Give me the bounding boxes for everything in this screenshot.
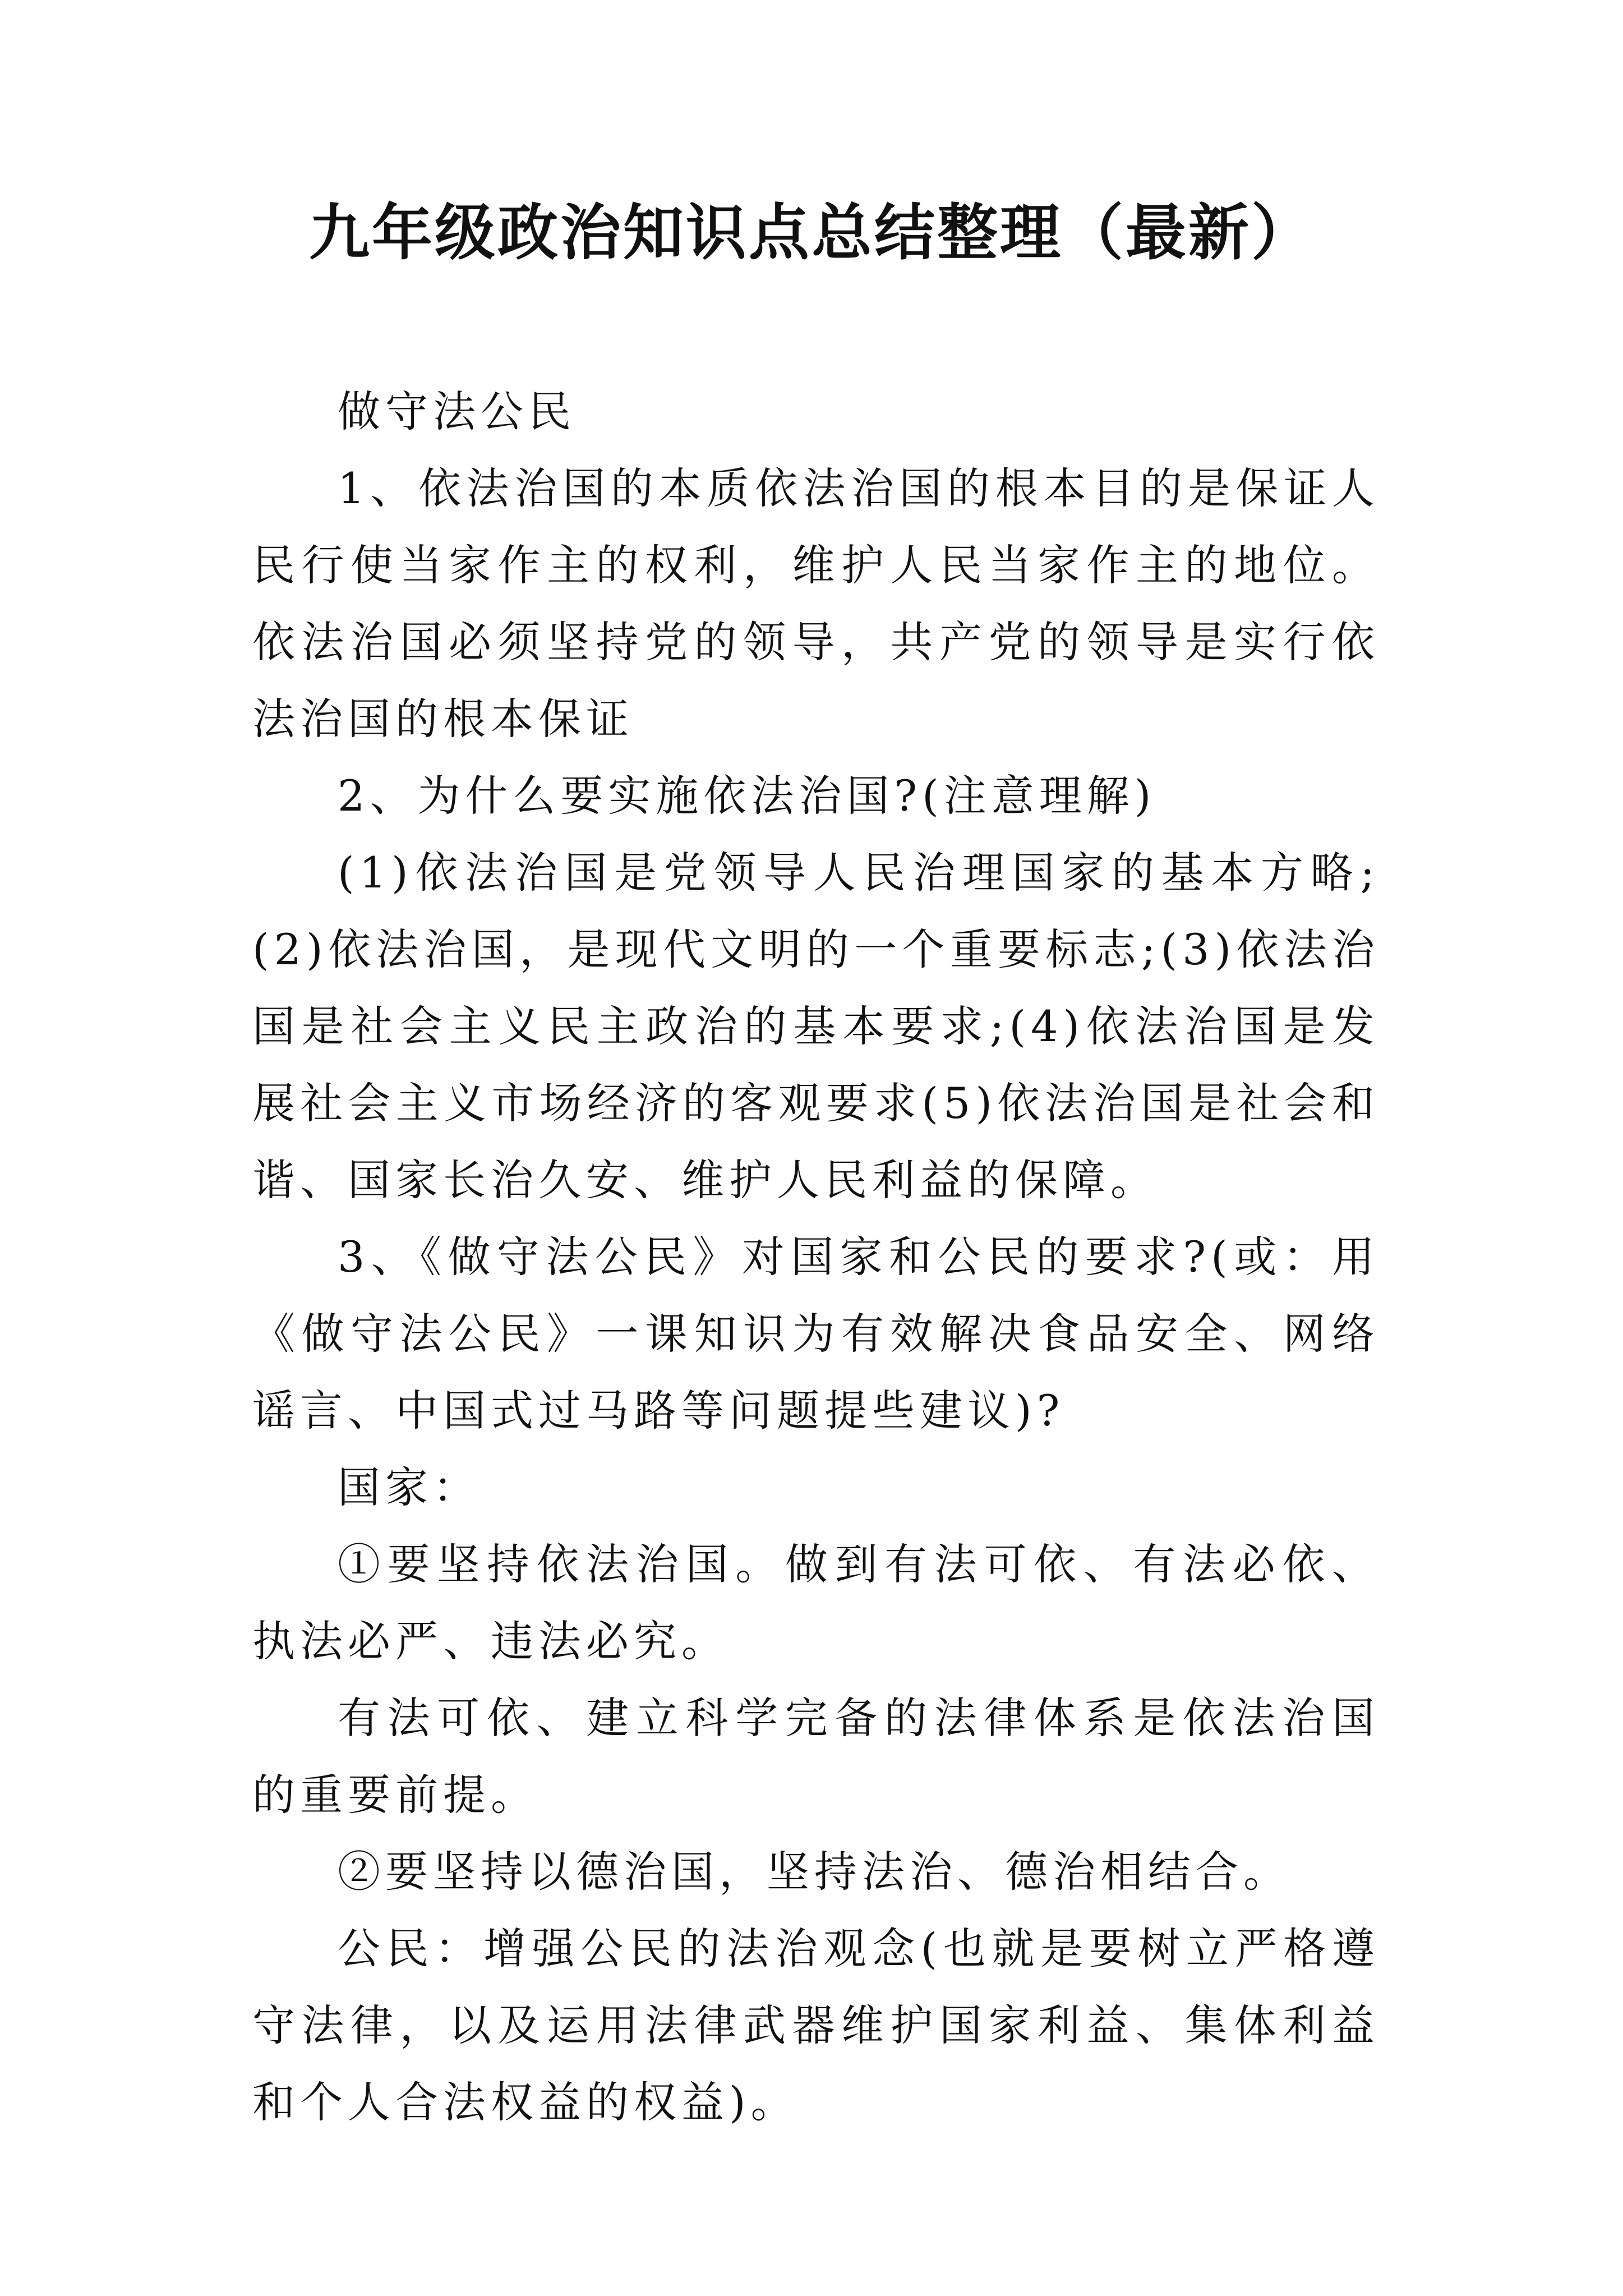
paragraph: 有法可依、建立科学完备的法律体系是依法治国的重要前提。 bbox=[252, 1693, 1380, 1820]
document-title: 九年级政治知识点总结整理（最新） bbox=[308, 197, 1314, 268]
document-body bbox=[252, 373, 1380, 2141]
paragraph: ②要坚持以德治国，坚持法治、德治相结合。 bbox=[338, 1847, 1291, 1897]
paragraph: 国家： bbox=[338, 1462, 481, 1512]
paragraph: ①要坚持依法治国。做到有法可依、有法必依、执法必严、违法必究。 bbox=[252, 1539, 1380, 1666]
paragraph: 3、《做守法公民》对国家和公民的要求?(或：用《做守法公民》一课知识为有效解决食品安全、网络谣言、中国式过马路等问题提些建议)? bbox=[252, 1232, 1380, 1435]
paragraph: 2、为什么要实施依法治国?(注意理解) bbox=[338, 771, 1156, 821]
paragraph-heading: 做守法公民 bbox=[338, 386, 576, 436]
paragraph: (1)依法治国是党领导人民治理国家的基本方略;(2)依法治国，是现代文明的一个重要标志;(3)依法治国是社会主义民主政治的基本要求;(4)依法治国是发展社会主义市场经济的客观要求(5)依法治国是社会和谐、国家长治久安、维护人民利益的保障。 bbox=[252, 848, 1380, 1205]
paragraph: 1、依法治国的本质依法治国的根本目的是保证人民行使当家作主的权利，维护人民当家作主的地位。依法治国必须坚持党的领导，共产党的领导是实行依法治国的根本保证 bbox=[252, 463, 1380, 744]
paragraph: 公民：增强公民的法治观念(也就是要树立严格遵守法律，以及运用法律武器维护国家利益、集体利益和个人合法权益的权益)。 bbox=[252, 1924, 1380, 2127]
